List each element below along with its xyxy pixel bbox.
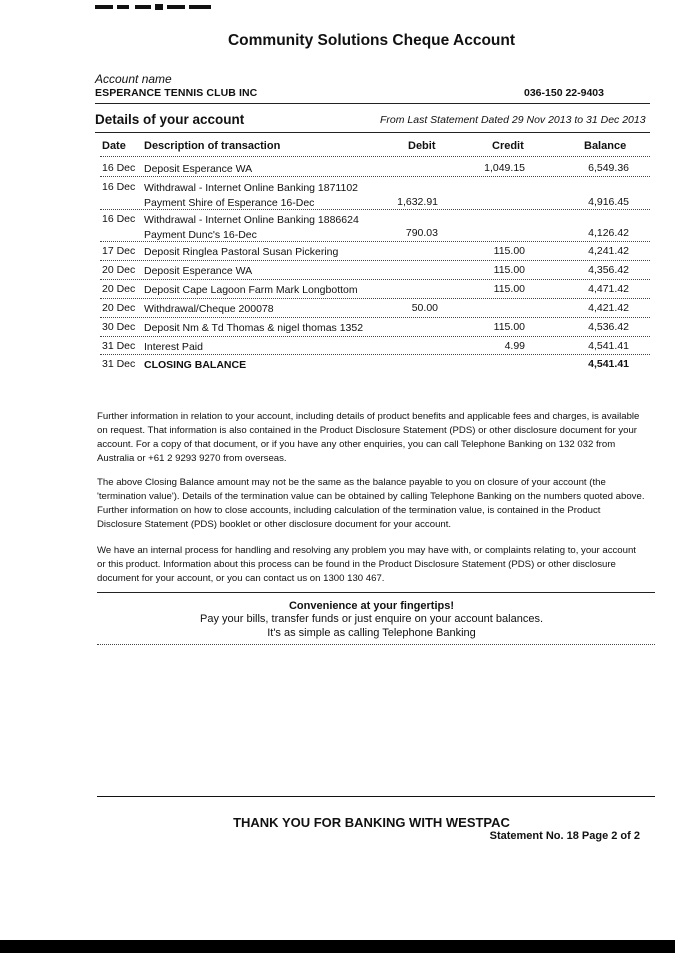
row-balance: 4,126.42 <box>588 227 629 239</box>
col-header-description: Description of transaction <box>144 140 281 152</box>
row-description: Deposit Ringlea Pastoral Susan Pickering <box>144 246 339 258</box>
row-divider <box>100 279 650 280</box>
row-date: 16 Dec <box>102 181 136 193</box>
row-description: Withdrawal - Internet Online Banking 1871102 <box>144 182 359 194</box>
row-date: 31 Dec <box>102 340 136 352</box>
row-date: 20 Dec <box>102 283 136 295</box>
row-balance: 4,356.42 <box>588 264 629 276</box>
row-date: 17 Dec <box>102 245 136 257</box>
row-date: 16 Dec <box>102 213 136 225</box>
row-credit: 115.00 <box>493 283 525 295</box>
row-description-line2: Payment Shire of Esperance 16-Dec <box>144 197 315 209</box>
statement-period: From Last Statement Dated 29 Nov 2013 to 31 Dec 2013 <box>380 114 646 126</box>
row-balance: 4,471.42 <box>588 283 629 295</box>
row-divider <box>100 209 650 210</box>
row-divider <box>100 317 650 318</box>
row-date: 16 Dec <box>102 162 136 174</box>
row-date: 30 Dec <box>102 321 136 333</box>
col-header-debit: Debit <box>408 140 436 152</box>
info-paragraph-1: Further information in relation to your account, including details of product benefits and applicable fees and charges, is available on request. That information is also contained in the Product Disclosure Statement (PDS) or other disclosure document for your account. For a copy of that document, or if you have any other enquiries, you can call Telephone Banking on 132 032 from Australia or +61 2 9293 9270 from overseas. <box>97 411 640 464</box>
row-credit: 115.00 <box>493 321 525 333</box>
row-description: Withdrawal/Cheque 200078 <box>144 303 274 315</box>
row-date: 20 Dec <box>102 302 136 314</box>
row-balance: 4,541.41 <box>588 358 629 370</box>
row-divider <box>100 176 650 177</box>
statement-page-number: Statement No. 18 Page 2 of 2 <box>489 830 640 842</box>
row-debit: 1,632.91 <box>397 196 438 208</box>
row-date: 20 Dec <box>102 264 136 276</box>
row-divider <box>100 241 650 242</box>
row-divider <box>100 354 650 355</box>
row-balance: 4,541.41 <box>588 340 629 352</box>
row-description: Deposit Esperance WA <box>144 265 253 277</box>
row-balance: 6,549.36 <box>588 162 629 174</box>
info-paragraph-2: The above Closing Balance amount may not be the same as the balance payable to you on closure of your account (the 'termination value'). Details of the termination value can be obtained by calling Telephone Banking on the numbers quoted above. Further information on how to close accounts, including calculation of the termination value, is contained in the Product Disclosure Statement (PDS) booklet or other disclosure document for your account. <box>97 477 645 530</box>
scan-edge-bar <box>0 940 675 953</box>
account-number: 036-150 22-9403 <box>524 87 604 99</box>
row-divider <box>100 260 650 261</box>
row-description: Deposit Esperance WA <box>144 163 253 175</box>
row-debit: 790.03 <box>405 227 438 239</box>
page-title: Community Solutions Cheque Account <box>227 32 516 49</box>
row-description: Withdrawal - Internet Online Banking 1886624 <box>144 214 359 226</box>
col-header-balance: Balance <box>584 140 627 152</box>
westpac-logo-fragment <box>95 2 215 12</box>
header-divider <box>95 103 650 104</box>
row-balance: 4,536.42 <box>588 321 629 333</box>
row-divider <box>100 336 650 337</box>
info-paragraph-3: We have an internal process for handling and resolving any problem you may have with, or complaints relating to, your account or this product. Information about this process can be found in the Product Disclosure Statement (PDS) or other disclosure document for your account, or you can contact us on 1300 130 467. <box>97 545 636 584</box>
row-description: Deposit Nm & Td Thomas & nigel thomas 1352 <box>144 322 364 334</box>
footer-divider <box>97 796 655 797</box>
row-description: CLOSING BALANCE <box>144 359 247 371</box>
thanks-message: THANK YOU FOR BANKING WITH WESTPAC <box>233 815 510 830</box>
row-balance: 4,241.42 <box>588 245 629 257</box>
row-balance: 4,916.45 <box>588 196 629 208</box>
row-debit: 50.00 <box>411 302 438 314</box>
row-credit: 1,049.15 <box>484 162 525 174</box>
col-header-date: Date <box>102 140 126 152</box>
col-header-credit: Credit <box>492 140 524 152</box>
row-description: Deposit Cape Lagoon Farm Mark Longbottom <box>144 284 358 296</box>
row-description-line2: Payment Dunc's 16-Dec <box>144 229 257 241</box>
account-name-label: Account name <box>95 72 172 86</box>
convenience-top-divider <box>97 592 655 593</box>
convenience-line-1: Pay your bills, transfer funds or just enquire on your account balances. <box>199 613 544 625</box>
row-date: 31 Dec <box>102 358 136 370</box>
header-dotted-line <box>100 156 650 157</box>
account-name: ESPERANCE TENNIS CLUB INC <box>95 87 258 99</box>
row-balance: 4,421.42 <box>588 302 629 314</box>
row-divider <box>100 298 650 299</box>
row-credit: 115.00 <box>493 264 525 276</box>
row-credit: 4.99 <box>504 340 525 352</box>
details-divider <box>95 132 650 133</box>
convenience-bottom-divider <box>97 644 655 645</box>
row-credit: 115.00 <box>493 245 525 257</box>
convenience-title: Convenience at your fingertips! <box>288 600 455 612</box>
details-title: Details of your account <box>95 112 245 127</box>
row-description: Interest Paid <box>144 341 203 353</box>
convenience-line-2: It's as simple as calling Telephone Banking <box>267 627 476 639</box>
